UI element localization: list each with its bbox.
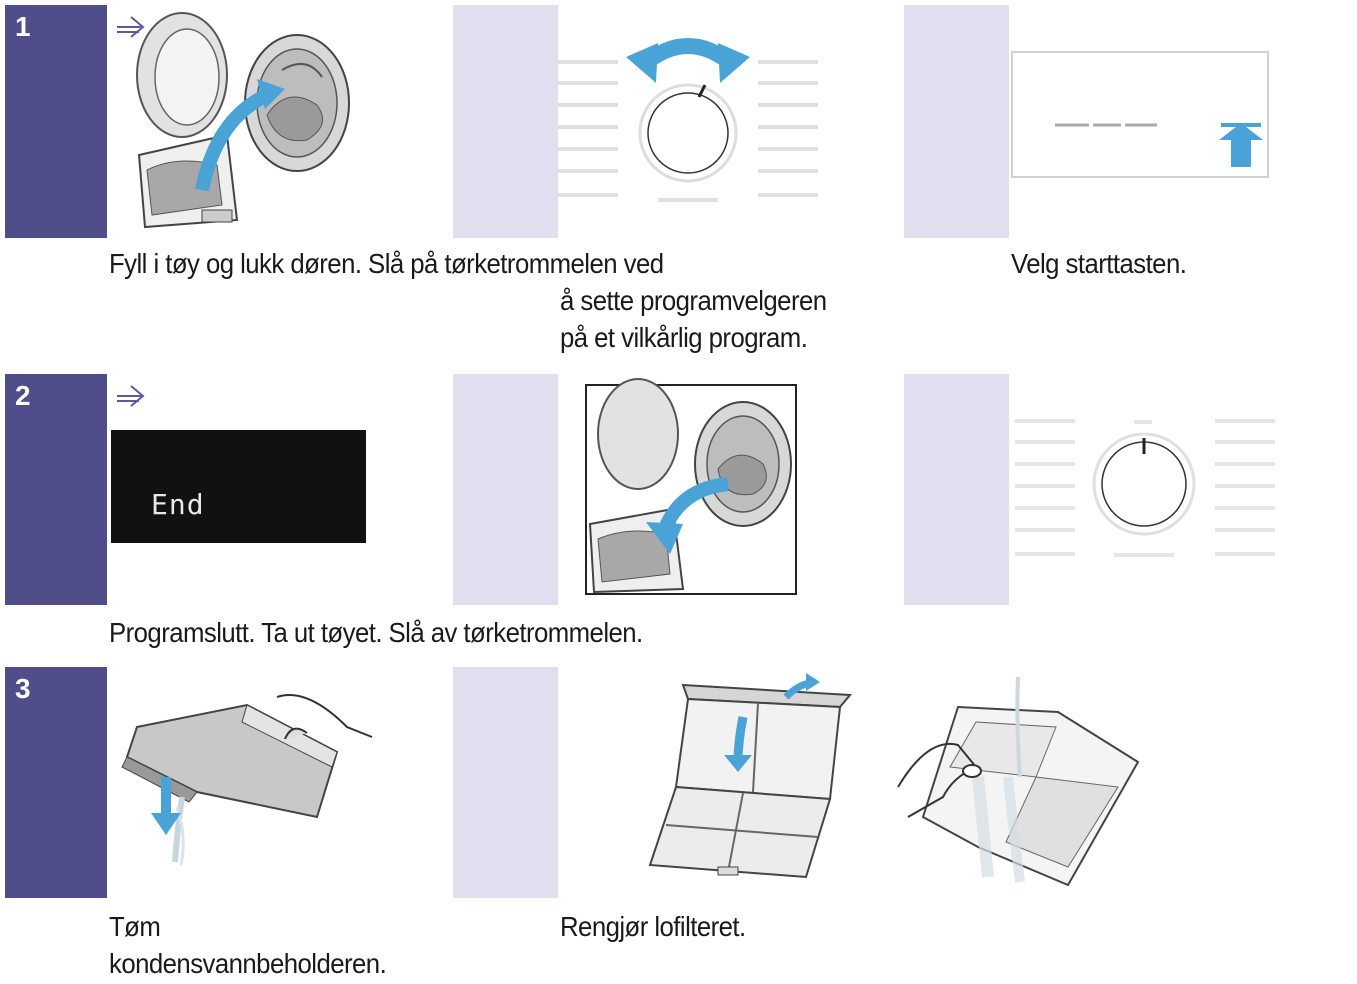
start-button-icon [1009,5,1354,238]
step-1-panel-start [1009,5,1354,238]
step-3-caption-left [109,908,386,982]
program-dial-icon [1009,374,1354,605]
step-1-number-band [5,5,107,238]
step-1-caption-middle [560,282,827,356]
caption-line: på et vilkårlig program. [560,322,808,353]
step-3-caption-middle [560,908,746,945]
step-2-panel-dial-off [1009,374,1354,605]
step-3-number-band [5,667,107,898]
step-1-caption-right [1011,245,1186,282]
caption-line: Programslutt. Ta ut tøyet. Slå av tørketrommelen. [109,617,643,648]
unload-laundry-icon [558,374,904,605]
condenser-container-icon [107,667,453,898]
caption-line: kondensvannbeholderen. [109,948,387,979]
caption-line: Fyll i tøy og lukk døren. Slå på tørketrommelen ved [109,248,664,279]
caption-line: Tøm [109,911,161,942]
step-2-caption [109,614,643,651]
load-laundry-icon [107,5,453,238]
caption-line: å sette programvelgeren [560,285,827,316]
end-display-text: End [151,488,205,521]
caption-line: Velg starttasten. [1011,248,1187,279]
step-3-panel-container [107,667,453,898]
next-step-arrow-icon [117,17,143,37]
step-1-caption-left [109,245,664,282]
step-3-panel-filter [558,667,1354,898]
lint-filter-icon [558,667,1354,898]
step-2-panel-display [107,374,453,605]
step-3-row [5,667,1354,898]
step-3-number: 3 [15,673,31,704]
step-2-number: 2 [15,380,31,411]
step-2-row [5,374,1354,605]
caption-line: Rengjør lofilteret. [560,911,746,942]
step-2-number-band [5,374,107,605]
end-display [111,430,366,543]
step-1-row [5,5,1354,238]
step-1-panel-load [107,5,453,238]
step-2-panel-unload [558,374,904,605]
step-1-number: 1 [15,11,31,42]
program-dial-icon [558,5,904,238]
step-1-panel-dial [558,5,904,238]
